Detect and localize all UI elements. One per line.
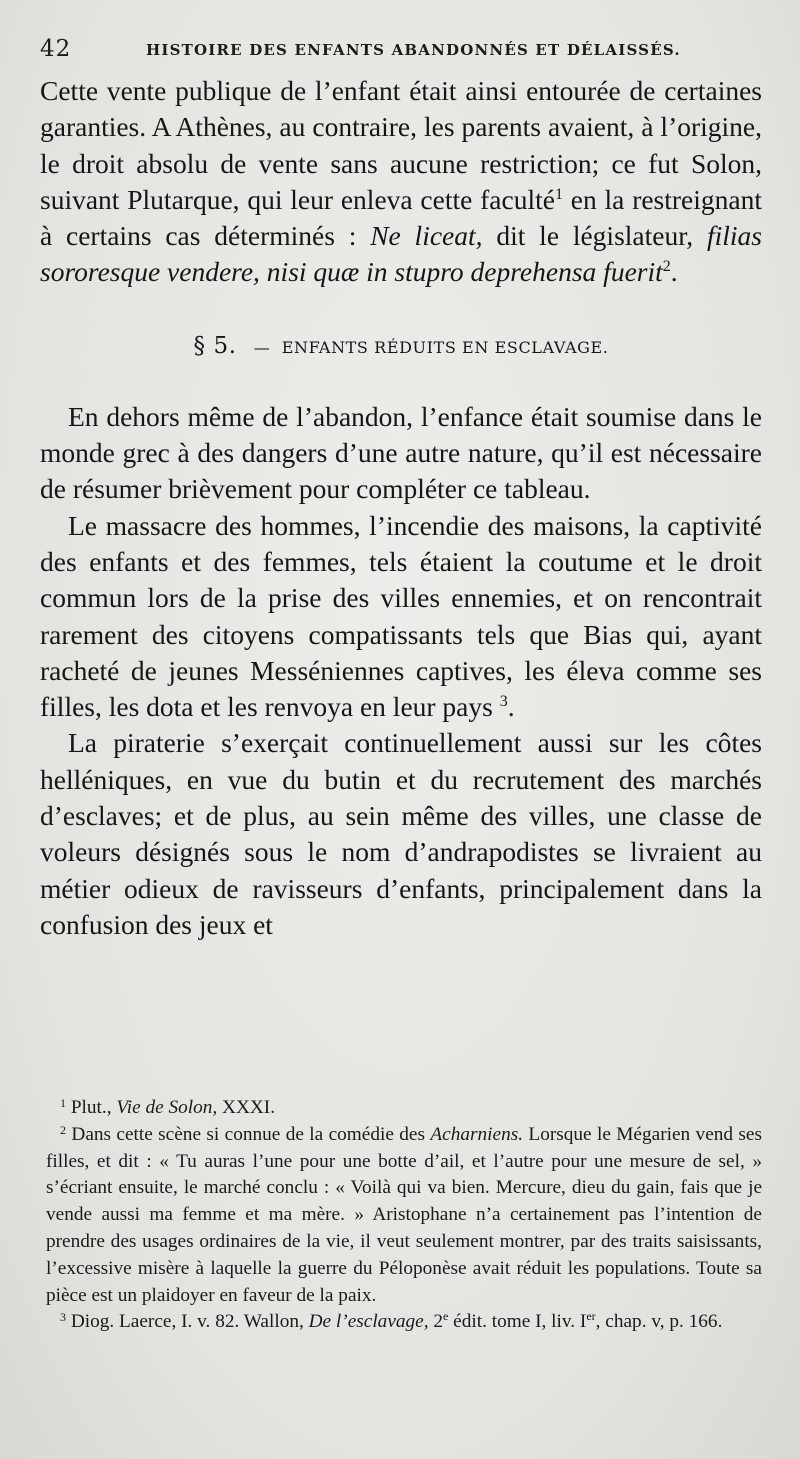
section-dash: —	[253, 337, 271, 357]
paragraph-2: En dehors même de l’abandon, l’enfance était soumise dans le monde grec à des dangers d’une autre nature, qu’il est nécessaire de résumer brièvement pour compléter ce tableau.	[40, 400, 762, 505]
paragraph-text: dit le législateur,	[482, 220, 707, 252]
footnote-mark: 2	[60, 1122, 66, 1137]
footnote-text: Plut.,	[70, 1097, 117, 1118]
work-title: De l’esclavage,	[308, 1311, 429, 1333]
footnote-text: XXXI.	[217, 1097, 276, 1118]
footnote-ref-3: 3	[499, 693, 508, 711]
paragraph-text: .	[670, 256, 678, 288]
footnotes	[46, 1095, 762, 1336]
footnote-text: Lorsque le Mégarien vend ses filles, et dit : « Tu auras l’une pour une botte d’ail, et l’autre pour une mesure de sel, » s’écriant ensuite, le marché conclu : « Voilà qui va bien. Mercure, dieu du gain, fais que je vende aussi ma femme et ma mère. » Aristophane n’a certainement pas l’intention de prendre des usages ordinaires de la vie, il veut seulement montrer, par des traits saisissants, l’excessive misère à laquelle la guerre du Péloponèse avait réduit les populations. Toute sa pièce est un plaidoyer en faveur de la paix.	[46, 1123, 762, 1306]
latin-quote: filias sororesque vendere, nisi quæ in stupro deprehensa fuerit	[40, 220, 762, 288]
footnote-1	[46, 1095, 762, 1122]
footnote-ref-2: 2	[662, 258, 671, 276]
paragraph-text: Cette vente publique de l’enfant était ainsi entourée de certaines garanties. A Athènes, au contraire, les parents avaient, à l’origine, le droit absolu de vente sans aucune restriction; ce fut Solon, suivant Plutarque, qui leur enleva cette faculté	[40, 75, 762, 215]
footnote-text: Dans cette scène si connue de la comédie des	[71, 1123, 431, 1145]
section-heading	[40, 331, 762, 363]
footnote-text: Diog. Laerce, I. v. 82. Wallon,	[70, 1311, 309, 1333]
superscript: e	[443, 1309, 449, 1324]
paragraph-1	[40, 73, 762, 291]
page-header	[40, 36, 760, 66]
footnote-3	[46, 1309, 762, 1336]
footnote-mark: 1	[60, 1096, 66, 1110]
footnote-2	[46, 1122, 762, 1310]
footnote-mark: 3	[60, 1310, 66, 1325]
main-text	[40, 73, 762, 943]
work-title: Acharniens.	[430, 1123, 524, 1145]
superscript: er	[586, 1309, 596, 1324]
paragraph-4: La piraterie s’exerçait continuellement aussi sur les côtes helléniques, en vue du butin et du recrutement des marchés d’esclaves; et de plus, au sein même des villes, une classe de voleurs désignés sous le nom d’andrapodistes se livraient au métier odieux de ravisseurs d’enfants, principalement dans la confusion des jeux et	[40, 727, 762, 940]
running-head: HISTOIRE DES ENFANTS ABANDONNÉS ET DÉLAISSÉS.	[146, 41, 681, 59]
page-number: 42	[40, 36, 72, 62]
paragraph-text: Le massacre des hommes, l’incendie des maisons, la captivité des enfants et des femmes, tels étaient la coutume et le droit commun lors de la prise des villes ennemies, et on rencontrait rarement des citoyens compatissants tels que Bias qui, ayant racheté de jeunes Messéniennes captives, les éleva comme ses filles, les dota et les renvoya en leur pays	[40, 509, 762, 723]
paragraph-text: .	[507, 691, 515, 723]
paragraph-text: en la restreignant à certains cas déterminés :	[40, 183, 762, 252]
footnote-ref-1: 1	[554, 185, 563, 203]
footnote-text: édit. tome I, liv. I	[448, 1311, 587, 1333]
latin-quote: Ne liceat,	[370, 220, 483, 252]
section-mark: § 5.	[193, 332, 237, 359]
work-title: Vie de Solon,	[116, 1097, 218, 1118]
section-title: ENFANTS RÉDUITS EN ESCLAVAGE.	[281, 337, 609, 357]
paragraph-3	[40, 508, 762, 726]
footnote-text: 2	[428, 1311, 444, 1333]
footnote-text: , chap. v, p. 166.	[595, 1311, 723, 1333]
